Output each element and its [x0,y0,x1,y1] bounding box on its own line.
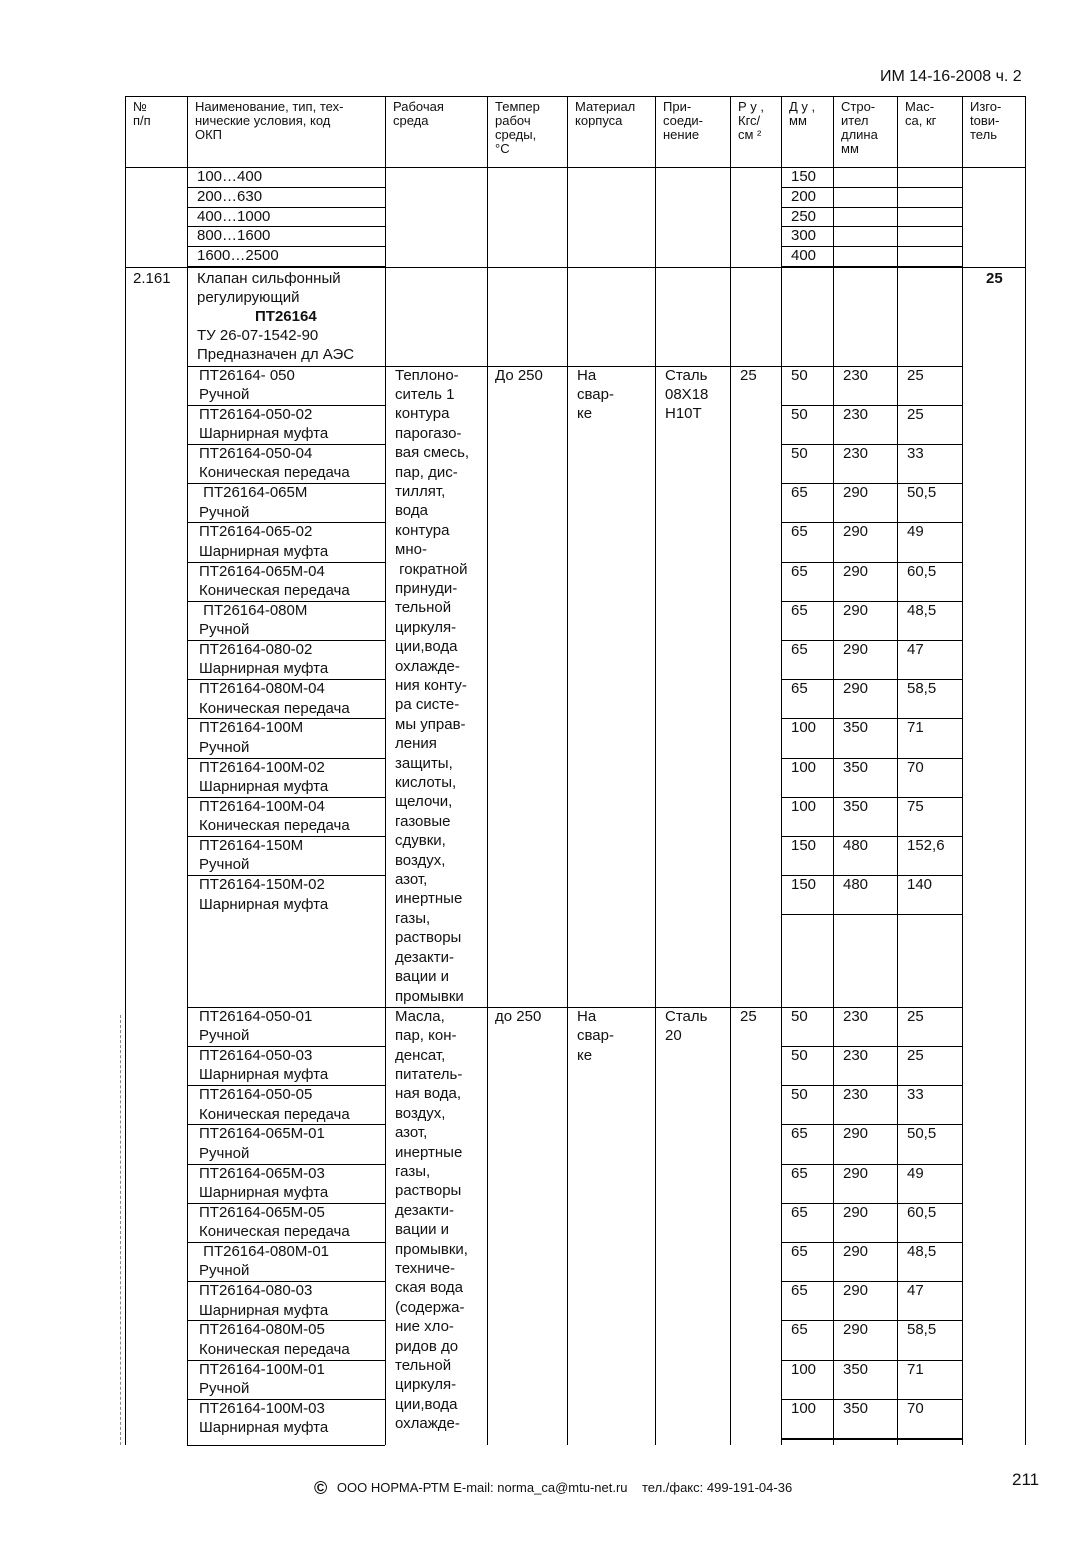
dy-cell: 65 [791,640,808,658]
dy-cell: 100 [791,1360,817,1378]
mass-cell: 25 [907,1007,924,1025]
drive-type: Коническая передача [199,817,350,835]
range-cell: 1600…2500 [197,247,279,265]
drive-type: Шарнирная муфта [199,542,329,560]
mass-cell: 58,5 [907,680,937,698]
drive-type: Шарнирная муфта [199,1301,329,1319]
mass-cell: 48,5 [907,601,937,619]
header-temp: Темпер рабоч среды, °С [495,99,540,156]
dy-cell: 150 [791,168,817,185]
dy-cell: 50 [791,1046,808,1064]
material-cell: Сталь 20 [665,1007,708,1045]
length-cell: 350 [843,797,869,815]
item-title: регулирующий [197,288,300,306]
range-cell: 100…400 [197,168,263,185]
model-code: ПТ26164-080М-05 [199,1321,325,1339]
mass-cell: 70 [907,758,924,776]
medium-cell: Теплоно- ситель 1 контура парогазо- вая смесь, пар, дис- тиллят, вода контура мно- гократной принуди- тельной циркуля- ции,вода охлажде- ния конту- ра систе- мы управ- ления защиты, кислоты, щелочи, газовые сдувки, воздух, азот, инертные газы, растворы дезакти- вации и промывки [395,366,470,1005]
length-cell: 230 [843,444,869,462]
item-title: Клапан сильфонный [197,269,341,287]
model-code: ПТ26164-100М-04 [199,797,325,815]
length-cell: 290 [843,1242,869,1260]
model-code: ПТ26164-050-05 [199,1086,313,1104]
length-cell: 350 [843,1360,869,1378]
item-tu: ТУ 26-07-1542-90 [197,326,319,344]
connection-cell: На свар- ке [577,366,614,423]
length-cell: 230 [843,1046,869,1064]
model-code: ПТ26164- 050 [199,366,295,384]
item-number: 2.161 [133,269,171,287]
dy-cell: 65 [791,680,808,698]
model-code: ПТ26164-080М-04 [199,680,325,698]
drive-type: Шарнирная муфта [199,895,329,913]
footer-org: ООО НОРМА-РТМ [336,1480,450,1495]
drive-type: Коническая передача [199,464,350,482]
page-number: 211 [1012,1470,1040,1489]
item-purpose: Предназначен дл АЭС [197,345,355,363]
temp-cell: до 250 [495,1007,542,1025]
mass-cell: 50,5 [907,1125,937,1143]
dy-cell: 65 [791,1125,808,1143]
mass-cell: 49 [907,523,924,541]
mass-cell: 71 [907,719,924,737]
header-name: Наименование, тип, тех- нические условия, код ОКП [195,99,344,142]
table-rule [781,1281,962,1282]
mass-cell: 25 [907,405,924,423]
drive-type: Коническая передача [199,1340,350,1358]
footer-email-label: E-mail: [453,1480,494,1495]
drive-type: Шарнирная муфта [199,425,329,443]
model-code: ПТ26164-065М-04 [199,562,325,580]
document-reference: ИМ 14-16-2008 ч. 2 [880,68,1022,85]
drive-type: Ручной [199,621,250,639]
mass-cell: 49 [907,1164,924,1182]
mass-cell: 75 [907,797,924,815]
maker-code: 25 [986,269,1003,287]
header-maker: Изго- tови- тель [970,99,1002,142]
drive-type: Шарнирная муфта [199,660,329,678]
mass-cell: 47 [907,1282,924,1300]
mass-cell: 70 [907,1399,924,1417]
mass-cell: 48,5 [907,1242,937,1260]
dy-cell: 100 [791,797,817,815]
margin-mark [120,1015,121,1445]
header-num: № п/п [133,99,151,128]
table-rule [962,96,963,1445]
length-cell: 290 [843,1282,869,1300]
dy-cell: 50 [791,405,808,423]
header-material: Материал корпуса [575,99,636,128]
model-code: ПТ26164-080М [199,601,308,619]
table-rule [187,96,188,1445]
dy-cell: 65 [791,1164,808,1182]
length-cell: 290 [843,523,869,541]
length-cell: 290 [843,1203,869,1221]
header-medium: Рабочая среда [393,99,444,128]
drive-type: Ручной [199,1144,250,1162]
table-rule [781,1046,962,1047]
model-code: ПТ26164-150М-02 [199,876,325,894]
model-code: ПТ26164-080-02 [199,640,313,658]
mass-cell: 140 [907,876,933,894]
mass-cell: 60,5 [907,562,937,580]
length-cell: 480 [843,876,869,894]
dy-cell: 65 [791,601,808,619]
model-code: ПТ26164-065М-03 [199,1164,325,1182]
drive-type: Шарнирная муфта [199,1183,329,1201]
mass-cell: 60,5 [907,1203,937,1221]
length-cell: 290 [843,484,869,502]
footer-phone-label: тел./факс: [641,1480,704,1495]
model-code: ПТ26164-050-04 [199,444,313,462]
header-mass: Мас- са, кг [905,99,937,128]
model-code: ПТ26164-050-03 [199,1046,313,1064]
dy-cell: 100 [791,719,817,737]
model-code: ПТ26164-100М [199,719,304,737]
temp-cell: До 250 [495,366,543,384]
model-code: ПТ26164-100М-01 [199,1360,325,1378]
pressure-cell: 25 [740,1007,757,1025]
length-cell: 290 [843,640,869,658]
footer [314,1478,792,1499]
table-rule [781,640,962,641]
table-rule [1025,96,1026,1445]
dy-cell: 400 [791,247,817,265]
drive-type: Шарнирная муфта [199,1066,329,1084]
dy-cell: 65 [791,523,808,541]
drive-type: Ручной [199,1262,250,1280]
table-rule [567,96,568,1445]
table-rule [781,96,782,1445]
dy-cell: 65 [791,1203,808,1221]
dy-cell: 50 [791,1086,808,1104]
table-rule [781,1439,962,1440]
range-cell: 400…1000 [197,207,271,225]
length-cell: 290 [843,601,869,619]
drive-type: Ручной [199,1379,250,1397]
model-code: ПТ26164-080М-01 [199,1242,330,1260]
drive-type: Коническая передача [199,581,350,599]
mass-cell: 47 [907,640,924,658]
model-code: ПТ26164-065М-01 [199,1125,325,1143]
dy-cell: 65 [791,1321,808,1339]
drive-type: Коническая передача [199,1105,350,1123]
table-top-rule [125,96,1025,97]
table-rule [897,96,898,1445]
length-cell: 350 [843,758,869,776]
length-cell: 290 [843,1164,869,1182]
material-cell: Сталь 08Х18 Н10Т [665,366,709,423]
mass-cell: 50,5 [907,484,937,502]
drive-type: Шарнирная муфта [199,1419,329,1437]
drive-type: Коническая передача [199,1223,350,1241]
mass-cell: 71 [907,1360,924,1378]
dy-cell: 200 [791,187,817,205]
drive-type: Ручной [199,738,250,756]
dy-cell: 65 [791,484,808,502]
copyright-symbol: © [314,1478,328,1498]
dy-cell: 50 [791,444,808,462]
drive-type: Шарнирная муфта [199,777,329,795]
dy-cell: 100 [791,1399,817,1417]
table-rule [655,96,656,1445]
dy-cell: 65 [791,1282,808,1300]
length-cell: 230 [843,366,869,384]
header-length: Стро- ител длина мм [841,99,878,156]
range-cell: 200…630 [197,187,263,205]
connection-cell: На свар- ке [577,1007,614,1064]
medium-cell: Масла, пар, кон- денсат, питатель- ная вода, воздух, азот, инертные газы, растворы дезакти- вации и промывки, техниче- ская вода (содержа- ние хло- ридов до тельной циркуля- ции,вода охлажде- [395,1007,468,1433]
table-rule [781,914,962,915]
range-cell: 800…1600 [197,227,271,245]
table-rule [833,96,834,1445]
header-diameter: Д у , мм [789,99,816,128]
mass-cell: 58,5 [907,1321,937,1339]
header-pressure: Р у , Кгс/ см ² [738,99,765,142]
table-rule [187,1445,385,1446]
mass-cell: 33 [907,444,924,462]
table-rule [385,96,386,1445]
table-rule [730,96,731,1445]
header-connection: При- соеди- нение [663,99,703,142]
table-rule [781,444,962,445]
item-top-rule [125,267,1025,268]
drive-type: Ручной [199,1027,250,1045]
dy-cell: 65 [791,1242,808,1260]
length-cell: 480 [843,836,869,854]
length-cell: 230 [843,405,869,423]
footer-email: norma_ca@mtu-net.ru [497,1480,628,1495]
table-rule [781,522,962,523]
length-cell: 290 [843,562,869,580]
model-code: ПТ26164-080-03 [199,1282,313,1300]
item-model: ПТ26164 [255,307,317,325]
dy-cell: 150 [791,836,817,854]
dy-cell: 50 [791,366,808,384]
model-code: ПТ26164-100М-02 [199,758,325,776]
length-cell: 230 [843,1007,869,1025]
model-code: ПТ26164-050-01 [199,1007,313,1025]
drive-type: Ручной [199,503,250,521]
model-code: ПТ26164-065М-05 [199,1203,325,1221]
mass-cell: 33 [907,1086,924,1104]
dy-cell: 250 [791,207,817,225]
length-cell: 290 [843,1125,869,1143]
dy-cell: 300 [791,227,817,245]
model-code: ПТ26164-050-02 [199,405,313,423]
table-rule [781,1085,962,1086]
dy-cell: 100 [791,758,817,776]
footer-phone: 499-191-04-36 [706,1480,793,1495]
model-code: ПТ26164-150М [199,836,304,854]
length-cell: 350 [843,719,869,737]
length-cell: 350 [843,1399,869,1417]
table-left-rule [125,96,126,1445]
table-rule [781,1164,962,1165]
model-code: ПТ26164-065-02 [199,523,313,541]
mass-cell: 25 [907,1046,924,1064]
length-cell: 290 [843,1321,869,1339]
drive-type: Коническая передача [199,699,350,717]
length-cell: 230 [843,1086,869,1104]
table-rule [781,405,962,406]
length-cell: 290 [843,680,869,698]
model-code: ПТ26164-100М-03 [199,1399,325,1417]
mass-cell: 25 [907,366,924,384]
table-rule [487,96,488,1445]
drive-type: Ручной [199,856,250,874]
model-code: ПТ26164-065М [199,484,308,502]
dy-cell: 50 [791,1007,808,1025]
mass-cell: 152,6 [907,836,945,854]
dy-cell: 150 [791,876,817,894]
drive-type: Ручной [199,385,250,403]
pressure-cell: 25 [740,366,757,384]
dy-cell: 65 [791,562,808,580]
